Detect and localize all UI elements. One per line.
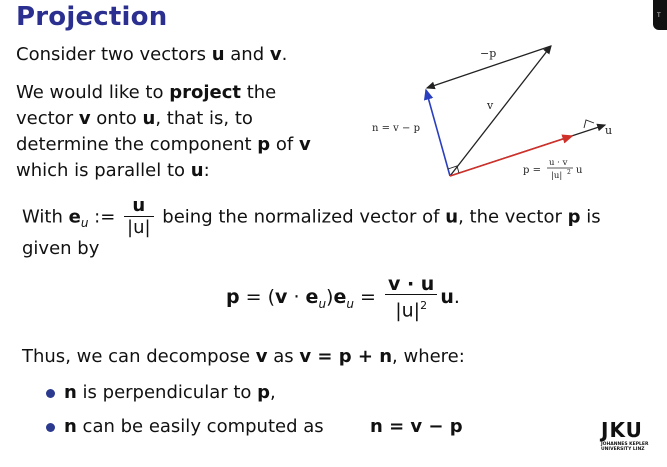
jku-logo	[601, 418, 663, 458]
label-p-den-sup: 2	[567, 169, 571, 176]
equation-fraction: $\frac{v \cdot u}{|u|^2}$	[385, 274, 437, 321]
slide-title: Projection	[16, 2, 168, 32]
corner-label: T	[657, 12, 661, 19]
label-n: n = v − p	[372, 123, 420, 134]
logo-line-2: UNIVERSITY LINZ	[601, 447, 645, 452]
intro-line: Consider two vectors u and v.	[16, 44, 288, 65]
bullet-marker-1	[46, 389, 55, 398]
projection-equation: $p = (v \cdot e_u)e_u$ = $\frac{v \cdot u}{|u|^2}$ u.	[226, 273, 460, 322]
goal-line-4: which is parallel to u:	[16, 160, 210, 181]
given-by: given by	[22, 238, 100, 259]
projection-diagram	[360, 38, 620, 188]
logo-mark: JKU	[601, 418, 643, 442]
eu-fraction: $\frac{u}{|u|}$	[124, 196, 154, 239]
decompose-line: Thus, we can decompose v as v = p + n, where:	[22, 346, 465, 367]
label-p-post: u	[576, 165, 583, 176]
label-p-num: u · v	[549, 158, 568, 168]
corner-tab	[653, 0, 667, 30]
label-neg-p: −p	[480, 47, 497, 60]
label-v: v	[487, 99, 494, 112]
bullet-item-1: n is perpendicular to p,	[64, 382, 276, 403]
title-bar	[0, 0, 667, 36]
label-p-pre: p =	[523, 165, 541, 176]
right-angle-mark-top	[584, 120, 594, 128]
with-line: With $e_u$ := $\frac{u}{|u|}$ being the normalized vector of u, the vector p is	[22, 195, 601, 238]
goal-line-2: vector v onto u, that is, to	[16, 108, 253, 129]
label-p-den: |u|	[551, 171, 563, 181]
v-vector	[450, 46, 551, 176]
goal-line-1: We would like to project the	[16, 82, 277, 103]
bullet-item-2: n can be easily computed as	[64, 416, 324, 437]
logo-line-1: JOHANNES KEPLER	[601, 442, 649, 447]
goal-line-3: determine the component p of v	[16, 134, 311, 155]
n-formula: n = v − p	[370, 416, 463, 437]
label-u: u	[605, 124, 613, 137]
p-vector	[450, 136, 572, 176]
bullet-marker-2	[46, 423, 55, 432]
n-vector	[426, 90, 450, 176]
